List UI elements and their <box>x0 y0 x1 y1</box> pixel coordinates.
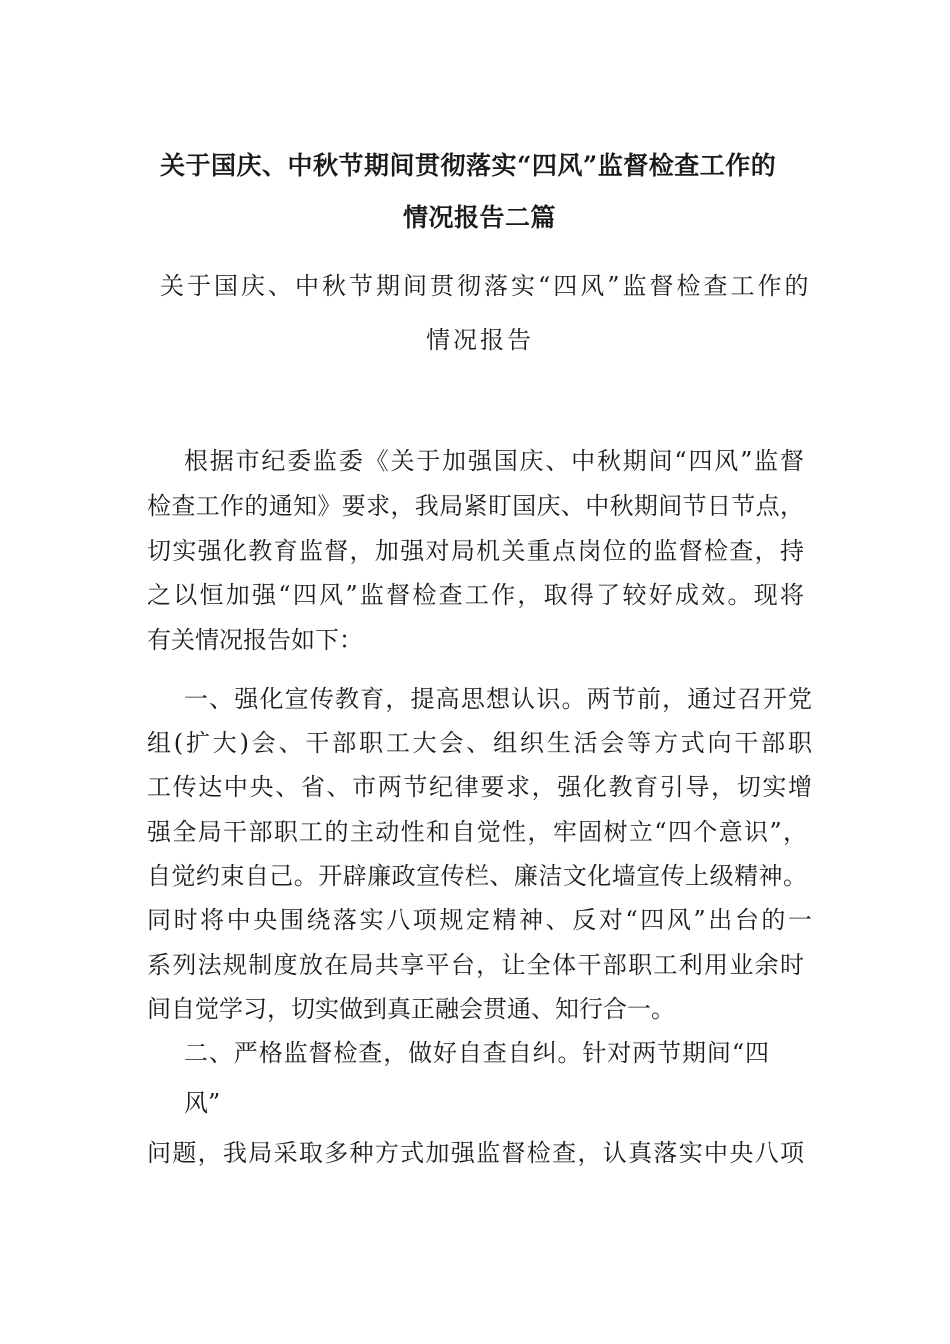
subtitle-line-1: 关于国庆、中秋节期间贯彻落实“四风”监督检查工作的 <box>160 272 812 300</box>
section1-line-2: 组(扩大)会、干部职工大会、组织生活会等方式向干部职 <box>147 729 812 757</box>
section1-line-3: 工传达中央、省、市两节纪律要求，强化教育引导，切实增 <box>147 773 812 801</box>
section1-line-4: 强全局干部职工的主动性和自觉性，牢固树立“四个意识”， <box>147 818 807 846</box>
section1-line-6: 同时将中央围绕落实八项规定精神、反对“四风”出台的一 <box>147 906 812 934</box>
section2-line-1: 二、严格监督检查，做好自查自纠。针对两节期间“四 <box>184 1039 769 1067</box>
title-line-1: 关于国庆、中秋节期间贯彻落实“四风”监督检查工作的 <box>160 151 777 180</box>
subtitle-line-2: 情况报告 <box>426 326 534 354</box>
title-line-2: 情况报告二篇 <box>403 203 557 232</box>
section2-line-3: 问题，我局采取多种方式加强监督检查，认真落实中央八项 <box>147 1139 804 1167</box>
section1-line-8: 间自觉学习，切实做到真正融会贯通、知行合一。 <box>147 995 675 1023</box>
section1-line-7: 系列法规制度放在局共享平台，让全体干部职工利用业余时 <box>147 951 804 979</box>
intro-line-3: 切实强化教育监督，加强对局机关重点岗位的监督检查，持 <box>147 537 804 565</box>
intro-line-2: 检查工作的通知》要求，我局紧盯国庆、中秋期间节日节点， <box>147 492 804 520</box>
intro-line-5: 有关情况报告如下： <box>147 626 363 654</box>
intro-line-1: 根据市纪委监委《关于加强国庆、中秋期间“四风”监督 <box>184 447 804 475</box>
section1-line-1: 一、强化宣传教育，提高思想认识。两节前，通过召开党 <box>184 685 812 713</box>
intro-line-4: 之以恒加强“四风”监督检查工作，取得了较好成效。现将 <box>147 581 804 609</box>
section1-line-5: 自觉约束自己。开辟廉政宣传栏、廉洁文化墙宣传上级精神。 <box>147 862 807 890</box>
section2-line-2: 风” <box>184 1089 221 1117</box>
